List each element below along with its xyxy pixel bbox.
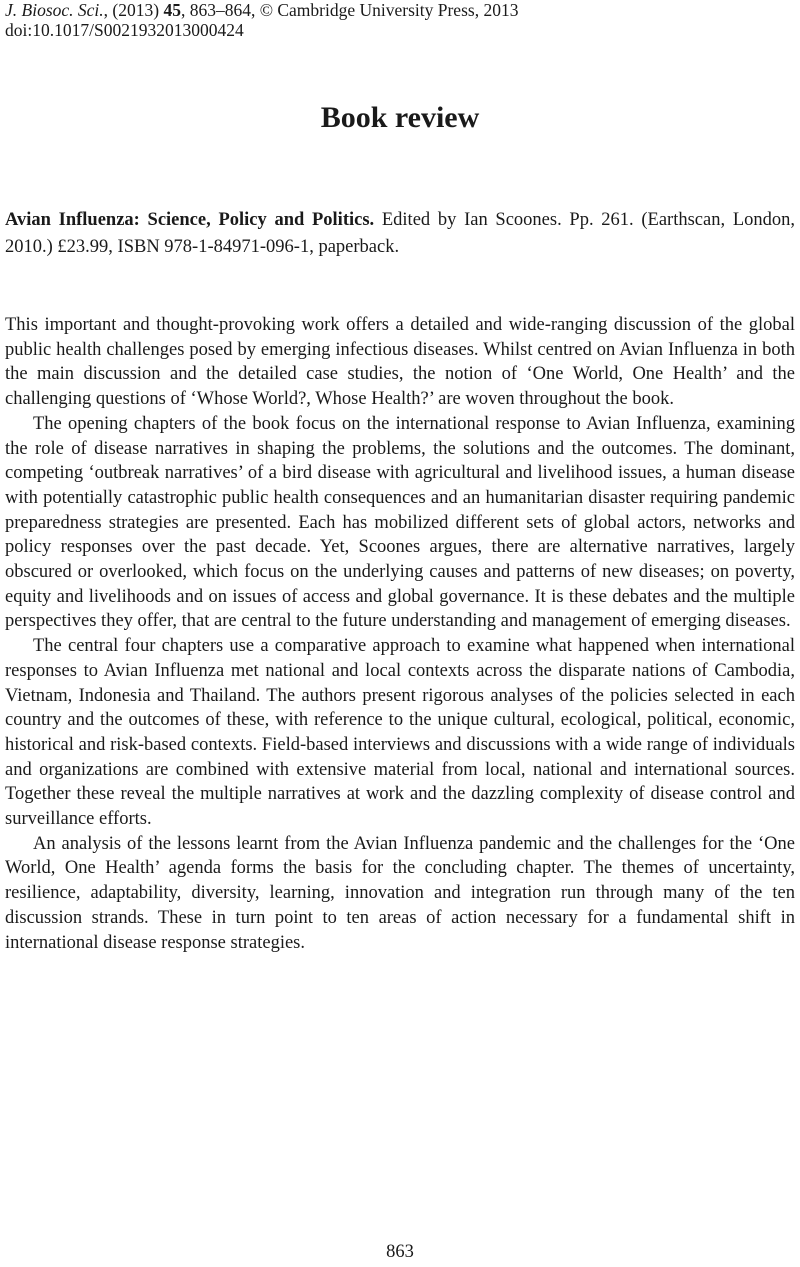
paragraph: This important and thought-provoking work offers a detailed and wide-ranging discussion of the global public health challenges posed by emerging infectious diseases. Whilst centred on Avian Influenza in both the main discussion and the detailed case studies, the notion of ‘One World, One Health’ and the challenging questions of ‘Whose World?, Whose Health?’ are woven throughout the book. xyxy=(5,315,795,410)
book-citation xyxy=(5,207,795,261)
running-header xyxy=(5,0,518,40)
page-number: 863 xyxy=(386,1242,414,1262)
review-body xyxy=(5,313,795,955)
doi-line: doi:10.1017/S0021932013000424 xyxy=(5,20,244,40)
paragraph: An analysis of the lessons learnt from the Avian Influenza pandemic and the challenges for the ‘One World, One Health’ agenda forms the basis for the concluding chapter. The themes of uncertainty, resilience, adaptability, diversity, learning, innovation and integration run through many of the ten discussion strands. These in turn point to ten areas of action necessary for a fundamental shift in international disease response strategies. xyxy=(5,833,795,953)
book-title: Avian Influenza: Science, Policy and Politics. xyxy=(5,210,375,230)
journal-pages-copyright: , 863–864, © Cambridge University Press, 2013 xyxy=(180,0,519,20)
journal-name: J. Biosoc. Sci. xyxy=(5,0,104,20)
journal-citation-line xyxy=(5,0,518,20)
paragraph: The central four chapters use a comparative approach to examine what happened when international responses to Avian Influenza met national and local contexts across the disparate nations of Cambodia, Vietnam, Indonesia and Thailand. The authors present rigorous analyses of the policies selected in each country and the outcomes of these, with reference to the unique cultural, ecological, political, economic, historical and risk-based contexts. Field-based interviews and discussions with a wide range of individuals and organizations are combined with extensive material from local, national and international sources. Together these reveal the multiple narratives at work and the dazzling complexity of disease control and surveillance efforts. xyxy=(5,636,795,830)
journal-volume: 45 xyxy=(163,0,181,20)
journal-year: , (2013) xyxy=(103,0,164,20)
page-title: Book review xyxy=(320,101,480,134)
book-details: Edited by Ian Scoones. Pp. 261. (Earthscan, London, 2010.) £23.99, ISBN 978-1-84971-096-1, paperback. xyxy=(5,210,795,257)
paragraph: The opening chapters of the book focus on the international response to Avian Influenza, examining the role of disease narratives in shaping the problems, the solutions and the outcomes. The dominant, competing ‘outbreak narratives’ of a bird disease with agricultural and livelihood issues, a human disease with potentially catastrophic public health consequences and an humanitarian disaster requiring pandemic preparedness strategies are presented. Each has mobilized different sets of global actors, networks and policy responses over the past decade. Yet, Scoones argues, there are alternative narratives, largely obscured or overlooked, which focus on the underlying causes and patterns of new diseases; on poverty, equity and livelihoods and on issues of access and global governance. It is these debates and the multiple perspectives they offer, that are central to the future understanding and management of emerging diseases. xyxy=(5,413,795,632)
